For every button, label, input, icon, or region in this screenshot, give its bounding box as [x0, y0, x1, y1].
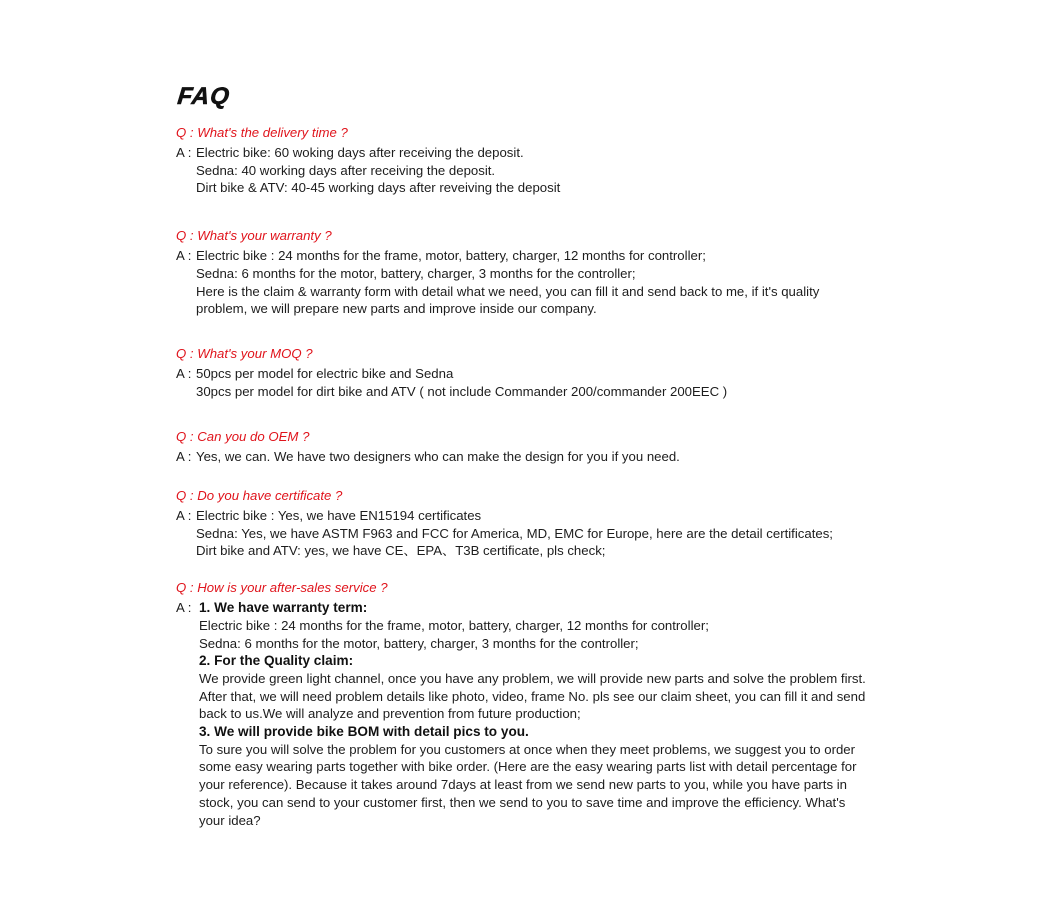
- answer-line: To sure you will solve the problem for you customers at once when they meet problems, we suggest you to order: [199, 741, 856, 757]
- answer-warranty: [176, 247, 916, 318]
- answer-certificate: [176, 507, 916, 560]
- faq-item-oem: [176, 428, 916, 466]
- answer-line: 50pcs per model for electric bike and Sedna: [196, 365, 454, 381]
- answer-line: your idea?: [199, 812, 261, 828]
- section-heading-quality-claim: 2. For the Quality claim:: [199, 653, 354, 669]
- answer-line: Dirt bike & ATV: 40-45 working days after reveiving the deposit: [196, 180, 561, 196]
- question-after-sales: Q : How is your after-sales service ?: [176, 580, 388, 596]
- question-delivery: Q : What's the delivery time ?: [176, 125, 348, 140]
- answer-line: 30pcs per model for dirt bike and ATV ( not include Commander 200/commander 200EEC ): [196, 383, 728, 399]
- answer-line: Yes, we can. We have two designers who can make the design for you if you need.: [196, 449, 680, 465]
- answer-prefix: A :: [176, 145, 192, 160]
- answer-line: Sedna: 6 months for the motor, battery, charger, 3 months for the controller;: [196, 265, 636, 281]
- answer-after-sales: [176, 599, 916, 829]
- answer-prefix: A :: [176, 365, 192, 381]
- question-oem: Q : Can you do OEM ?: [176, 429, 310, 445]
- faq-heading: FAQ: [176, 83, 232, 110]
- answer-line: Electric bike : 24 months for the frame, motor, battery, charger, 12 months for controller;: [196, 248, 706, 264]
- answer-line: back to us.We will analyze and prevention from future production;: [199, 706, 581, 722]
- answer-line: Electric bike : Yes, we have EN15194 certificates: [196, 508, 482, 524]
- answer-line: Electric bike: 60 woking days after receiving the deposit.: [196, 145, 524, 160]
- faq-page: [176, 82, 916, 829]
- answer-moq: [176, 365, 916, 400]
- faq-item-after-sales: [176, 579, 916, 829]
- answer-line: some easy wearing parts together with bike order. (Here are the easy wearing parts list with detail percentage for: [199, 759, 857, 775]
- answer-line: Here is the claim & warranty form with detail what we need, you can fill it and send back to me, if it's quality: [196, 283, 820, 299]
- answer-line: Sedna: Yes, we have ASTM F963 and FCC for America, MD, EMC for Europe, here are the detail certificates;: [196, 525, 833, 541]
- section-heading-warranty-term: 1. We have warranty term:: [199, 600, 368, 616]
- answer-line: We provide green light channel, once you have any problem, we will provide new parts and solve the problem first.: [199, 670, 866, 686]
- answer-line: After that, we will need problem details like photo, video, frame No. pls see our claim sheet, you can fill it and send: [199, 688, 866, 704]
- answer-prefix: A :: [176, 600, 192, 616]
- answer-line: stock, you can send to your customer first, then we send to you to save time and improve the efficiency. What's: [199, 794, 846, 810]
- answer-line: Electric bike : 24 months for the frame, motor, battery, charger, 12 months for controller;: [199, 617, 709, 633]
- question-warranty: Q : What's your warranty ?: [176, 228, 332, 244]
- answer-line: Sedna: 6 months for the motor, battery, charger, 3 months for the controller;: [199, 635, 639, 651]
- answer-prefix: A :: [176, 508, 192, 524]
- faq-item-warranty: [176, 227, 916, 318]
- answer-prefix: A :: [176, 248, 192, 264]
- faq-item-delivery: [176, 124, 916, 197]
- answer-line: problem, we will prepare new parts and improve inside our company.: [196, 301, 597, 317]
- faq-item-moq: [176, 345, 916, 400]
- answer-oem: [176, 448, 916, 466]
- answer-line: Dirt bike and ATV: yes, we have CE、EPA、T3B certificate, pls check;: [196, 543, 606, 559]
- answer-line: your reference). Because it takes around 7days at least from we send new parts to you, while you have parts in: [199, 777, 847, 793]
- answer-line: Sedna: 40 working days after receiving the deposit.: [196, 162, 496, 178]
- answer-prefix: A :: [176, 449, 192, 465]
- faq-item-certificate: [176, 487, 916, 560]
- question-moq: Q : What's your MOQ ?: [176, 345, 313, 361]
- section-heading-bike-bom: 3. We will provide bike BOM with detail pics to you.: [199, 724, 529, 740]
- question-certificate: Q : Do you have certificate ?: [176, 488, 343, 504]
- answer-delivery: [176, 144, 916, 197]
